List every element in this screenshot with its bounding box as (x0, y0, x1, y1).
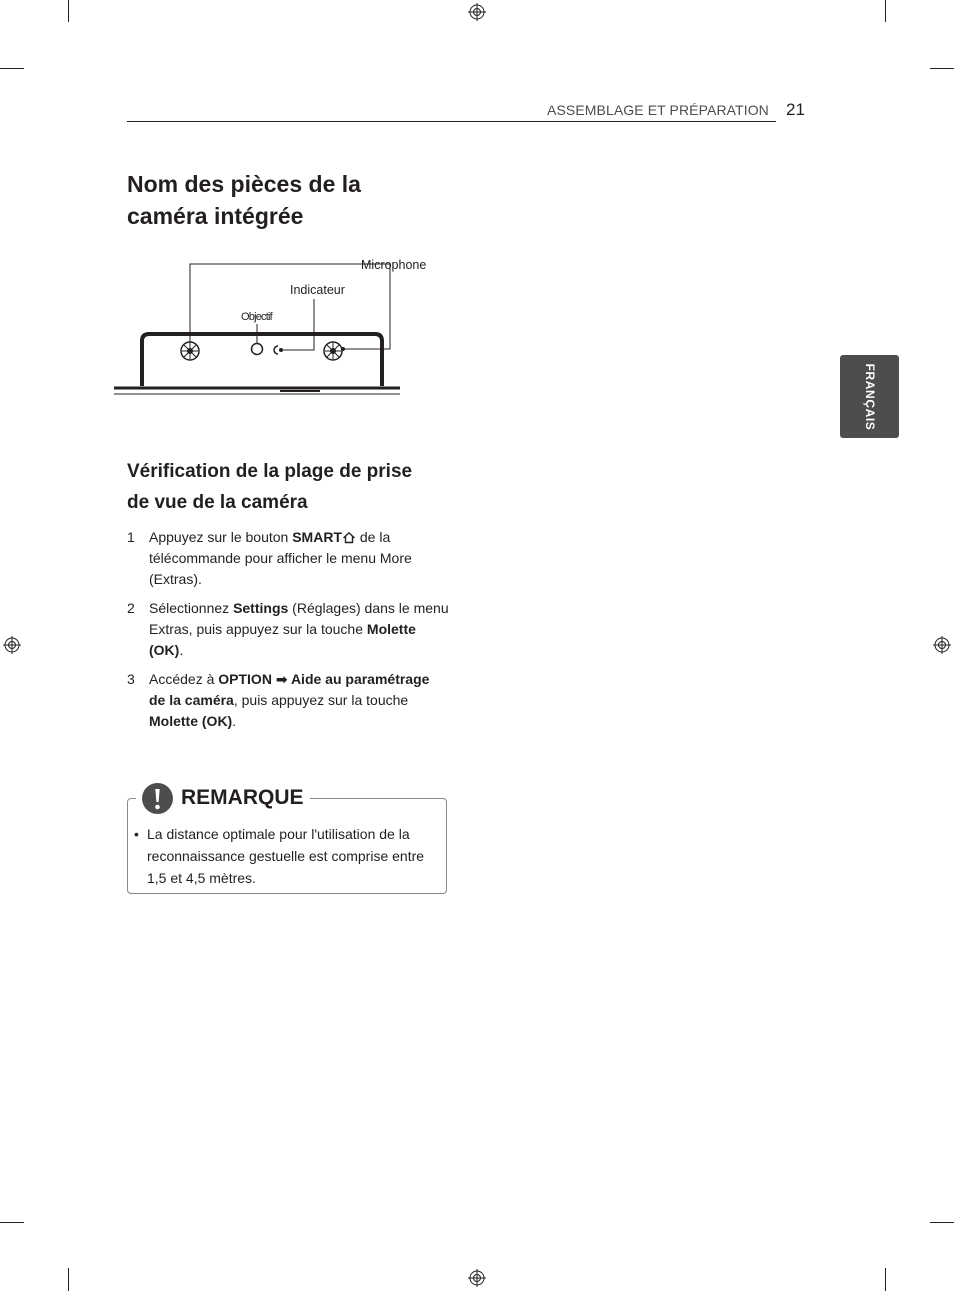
lens-label: Objectif (241, 311, 272, 323)
section-title-line1: Vérification de la plage de prise (127, 461, 413, 482)
header-divider (127, 121, 776, 122)
step-number: 2 (127, 600, 135, 616)
home-icon (342, 531, 356, 544)
microphone-label: Microphone (361, 258, 427, 272)
step-text-part: , puis appuyez sur la touche (233, 692, 409, 708)
page-title (127, 168, 427, 232)
step-text (149, 527, 449, 590)
note-header (136, 781, 310, 815)
arrow-icon: ➡ (271, 671, 291, 687)
crop-mark (68, 1268, 69, 1291)
settings-menu-name: Settings (233, 600, 289, 616)
step-number: 1 (127, 529, 135, 545)
crop-mark (68, 0, 69, 22)
step-text-part: Appuyez sur le bouton (149, 529, 293, 545)
bullet-icon: • (134, 826, 139, 842)
indicator-label: Indicateur (290, 283, 345, 297)
wheel-ok-button-name: Molette (OK) (149, 621, 416, 658)
registration-mark-icon (3, 636, 21, 654)
crop-mark (885, 1268, 886, 1291)
right-microphone-icon (324, 342, 342, 360)
language-tab (840, 355, 899, 438)
camera-setup-help-name: Aide au paramétrage de la caméra (149, 671, 430, 708)
registration-mark-icon (468, 3, 486, 21)
step-text (149, 598, 449, 661)
option-menu-name: OPTION (218, 671, 272, 687)
step-text-part: . (232, 713, 237, 729)
crop-mark (930, 1222, 954, 1223)
camera-diagram-drawing (110, 255, 430, 400)
header-section-title: ASSEMBLAGE ET PRÉPARATION (547, 102, 769, 118)
step-1 (127, 527, 457, 590)
smart-button-name: SMART (292, 529, 342, 545)
step-2 (127, 598, 457, 661)
step-text-part: Accédez à (149, 671, 219, 687)
page-title-line2: caméra intégrée (127, 203, 304, 229)
page-title-line1: Nom des pièces de la (127, 171, 361, 197)
step-text-part: de la télécommande pour afficher le menu More (Extras). (149, 529, 412, 587)
language-tab-label: FRANÇAIS (862, 363, 877, 430)
lens-icon (252, 344, 263, 355)
step-3 (127, 669, 457, 732)
crop-mark (0, 68, 24, 69)
section-title (127, 456, 457, 518)
crop-mark (930, 68, 954, 69)
step-text (149, 669, 449, 732)
step-text-part: Sélectionnez (149, 600, 234, 616)
indicator-icon (274, 346, 278, 354)
wheel-ok-button-name: Molette (OK) (149, 713, 233, 729)
step-text-part: (Réglages) dans le menu Extras, puis appuyez sur la touche (149, 600, 449, 637)
section-title-line2: de vue de la caméra (127, 492, 308, 513)
note-title: REMARQUE (181, 786, 304, 809)
registration-mark-icon (468, 1269, 486, 1287)
camera-diagram (110, 255, 430, 400)
registration-mark-icon (933, 636, 951, 654)
note-text: La distance optimale pour l'utilisation de la reconnaissance gestuelle est comprise entre 1,5 et 4,5 mètres. (147, 826, 425, 886)
crop-mark (0, 1222, 24, 1223)
step-number: 3 (127, 671, 135, 687)
page-number: 21 (786, 100, 805, 119)
step-text-part: . (179, 642, 184, 658)
crop-mark (885, 0, 886, 22)
warning-exclamation-icon (142, 783, 173, 814)
